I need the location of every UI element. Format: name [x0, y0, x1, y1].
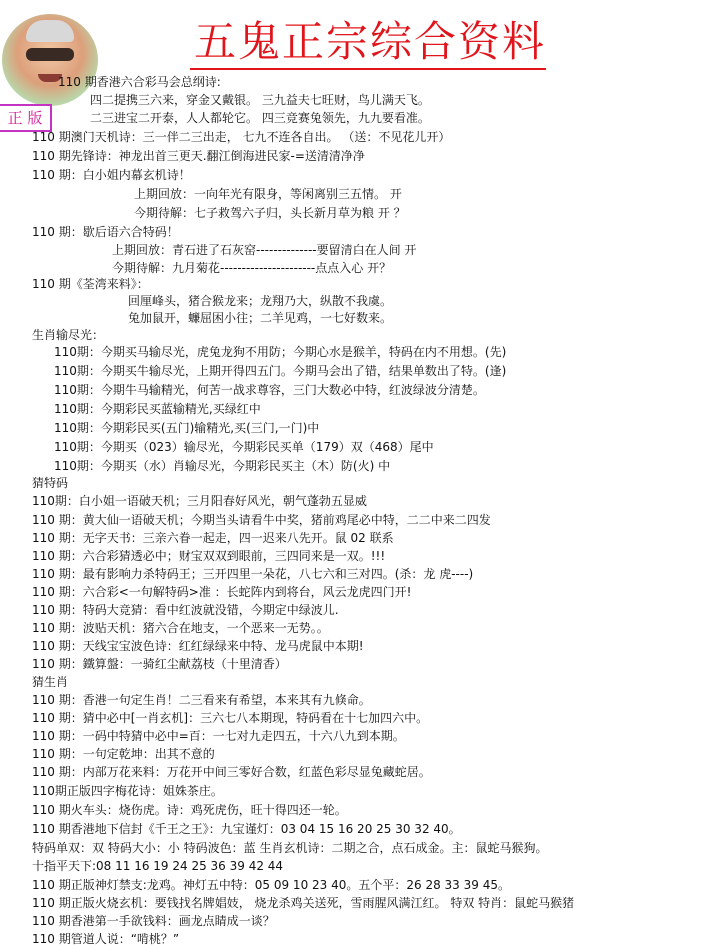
- text-line-30: 110 期：特码大竞猜：看中红波就没错，今期定中绿波儿.: [32, 603, 339, 617]
- text-line-15: 生肖输尽光：: [32, 328, 105, 342]
- text-line-13: 回厘峰头，猪合猴龙来；龙翔乃大，纵散不我虞。: [128, 294, 393, 308]
- text-line-10: 上期回放：青石进了石灰窑--------------要留清白在人间 开: [112, 243, 417, 257]
- text-line-28: 110 期：最有影响力杀特码王；三开四里一朵花，八七六和三对四。(杀：龙 虎----): [32, 567, 474, 581]
- page-title: 五鬼正宗综合资料: [193, 17, 546, 66]
- text-line-47: 110 期香港第一手欲钱料：画龙点睛成一谈？: [32, 914, 275, 928]
- text-line-8: 今期待解：七子救驾六子归，头长新月草为粮 开 ？: [134, 206, 406, 220]
- text-line-16: 110期：今期买马输尽光，虎兔龙狗不用防；今期心水是猴羊，特码在内不用想。(先): [54, 345, 507, 359]
- text-line-11: 今期待解：九月菊花----------------------点点入心 开？: [112, 261, 392, 275]
- text-line-39: 110 期：内部万花来料：万花开中间三零好合数，红蓝色彩尽显兔藏蛇居。: [32, 765, 431, 779]
- edition-badge: 正 版: [0, 104, 52, 132]
- text-line-29: 110 期：六合彩<一句解特码>准 ：长蛇阵内到将台，风云龙虎四门开!: [32, 585, 412, 599]
- text-line-37: 110 期：一码中特猜中必中=百：一七对九走四五，十六八九到本期。: [32, 729, 405, 743]
- avatar-hair: [26, 20, 74, 42]
- text-line-14: 兔加鼠开，蠊屈困小往；二羊见鸡，一七好数来。: [128, 311, 393, 325]
- text-line-34: 猜生肖: [32, 675, 69, 689]
- text-line-21: 110期：今期买（023）输尽光，今期彩民买单（179）双（468）尾中: [54, 440, 434, 454]
- text-line-20: 110期：今期彩民买(五门)输精光,买(三门,一门)中: [54, 421, 320, 435]
- text-line-1: 110 期香港六合彩马会总纲诗:: [58, 75, 221, 89]
- text-line-9: 110 期：歇后语六合特码！: [32, 225, 179, 239]
- text-line-24: 110期：白小姐一语破天机；三月阳春好风光，朝气蓬勃五显威: [32, 494, 367, 508]
- text-line-45: 110 期正版神灯禁支:龙鸡。神灯五中特：05 09 10 23 40。五个平：26 28 33 39 45。: [32, 878, 510, 892]
- text-line-44: 十指平天下:08 11 16 19 24 25 36 39 42 44: [32, 859, 284, 873]
- text-line-32: 110 期：天线宝宝波色诗：红红绿绿来中特、龙马虎鼠中本期!: [32, 639, 364, 653]
- text-line-38: 110 期：一句定乾坤：出其不意的: [32, 747, 215, 761]
- text-line-7: 上期回放：一向年光有限身，等闲离别三五情。 开: [134, 187, 402, 201]
- text-line-36: 110 期：猜中必中[一肖玄机]：三六七八本期现，特码看在十七加四六中。: [32, 711, 429, 725]
- text-line-43: 特码单双：双 特码大小：小 特码波色：蓝 生肖玄机诗：二期之合，点石成金。主：鼠蛇马猴狗。: [32, 841, 548, 855]
- text-line-2: 四二提携三六来，穿金又戴银。 三九益夫七旺财，鸟儿满天飞。: [90, 93, 430, 107]
- text-line-18: 110期：今期牛马输精光，何苦一战求尊容，三门大数必中特，红波绿波分清楚。: [54, 383, 485, 397]
- text-line-48: 110 期管道人说：“啃桃？”: [32, 932, 180, 946]
- text-line-31: 110 期：波贴天机：猪六合在地支，一个恶来一无势。。: [32, 621, 329, 635]
- avatar-glasses: [26, 48, 74, 61]
- text-line-40: 110期正版四字梅花诗：姐姝茶庄。: [32, 784, 223, 798]
- text-line-5: 110 期先锋诗：神龙出首三更天.翻江倒海进民家-=送清清净净: [32, 149, 365, 163]
- text-line-35: 110 期：香港一句定生肖！二三看来有希望，本来其有九倏命。: [32, 693, 371, 707]
- title-underline: [190, 68, 546, 70]
- text-line-12: 110 期《荃湾来料》：: [32, 277, 149, 291]
- text-line-42: 110 期香港地下信封《千王之王》：九宝谨灯：03 04 15 16 20 25 30 32 40。: [32, 822, 461, 836]
- text-line-25: 110 期：黄大仙一语破天机；今期当头请看牛中奖，猪前鸡尾必中特，二二中来二四发: [32, 513, 491, 527]
- text-line-22: 110期：今期买（水）肖输尽光，今期彩民买主（木）防(火) 中: [54, 459, 391, 473]
- text-line-46: 110 期正版火烧玄机：要钱找名牌娼妓， 烧龙杀鸡关送死，雪雨腥风满江红。 特双 特肖：鼠蛇马猴猪: [32, 896, 575, 910]
- text-line-41: 110 期火车头：烧伤虎。诗：鸡死虎伤，旺十得四还一轮。: [32, 803, 347, 817]
- text-line-19: 110期：今期彩民买蓝输精光,买绿红中: [54, 402, 261, 416]
- text-line-4: 110 期澳门天机诗：三一伴二三出走， 七九不连各自出。 （送：不见花儿开）: [32, 130, 451, 144]
- portrait-avatar-icon: [2, 14, 98, 106]
- text-line-26: 110 期：无字天书：三亲六眷一起走，四一迟来八先开。鼠 02 联系: [32, 531, 394, 545]
- text-line-23: 猜特码: [32, 476, 69, 490]
- text-line-27: 110 期：六合彩猜透必中；财宝双双到眼前，三四同来是一双。!!!: [32, 549, 386, 563]
- text-line-33: 110 期：鐵算盤：一骑红尘献荔枝（十里清香）: [32, 657, 287, 671]
- text-line-17: 110期：今期买牛输尽光，上期开得四五门。今期马会出了错，结果单数出了特。(逢): [54, 364, 507, 378]
- text-line-3: 二三进宝二开泰，人人都轮它。 四三竞赛兔领先，九九要看准。: [90, 111, 430, 125]
- text-line-6: 110 期：白小姐内幕玄机诗！: [32, 168, 191, 182]
